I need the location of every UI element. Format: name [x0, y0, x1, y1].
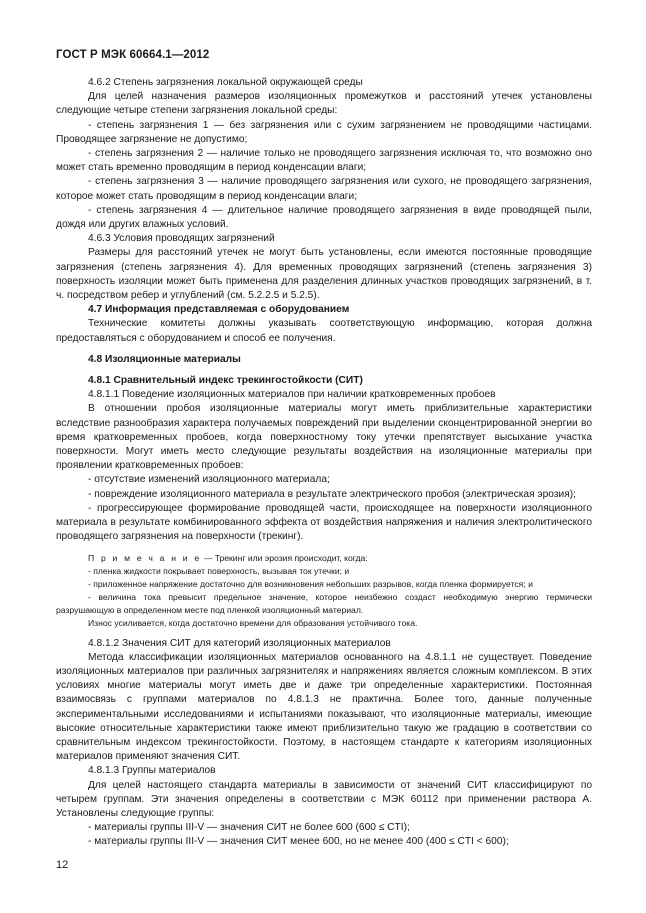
list-item: - материалы группы III-V — значения СИТ не более 600 (600 ≤ CTI); — [88, 822, 410, 834]
section-heading-bold: 4.8.1 Сравнительный индекс трекингостойкости (СИТ) — [88, 375, 363, 387]
list-item: - повреждение изоляционного материала в результате электрического пробоя (электрическая эрозия); — [88, 488, 576, 500]
page-number: 12 — [56, 859, 69, 871]
list-item: - степень загрязнения 4 — длительное наличие проводящего загрязнения в виде проводящей пыли, дождя или других влажных условий. — [56, 204, 592, 231]
note-item: - приложенное напряжение достаточно для возникновения небольших разрывов, когда пленка формируется; и — [88, 578, 533, 589]
note-item: - пленка жидкости покрывает поверхность, вызывая ток утечки; и — [88, 565, 350, 576]
note-intro — [56, 552, 592, 565]
paragraph: Размеры для расстояний утечек не могут быть установлены, если имеются постоянные проводящие загрязнения (степень загрязнения 4). Для временных проводящих загрязнений (степень загрязнения 3) поверхность изоляции может быть применена для разделения длинных участков проводящих загрязнений, в т. ч. посредством ребер и углублений (см. 5.2.2.5 и 5.2.5). — [56, 247, 592, 302]
section-heading-bold: 4.8 Изоляционные материалы — [88, 353, 241, 365]
section-heading: 4.6.2 Степень загрязнения локальной окружающей среды — [88, 77, 363, 88]
section-heading: 4.8.1.1 Поведение изоляционных материалов при наличии кратковременных пробоев — [88, 389, 496, 401]
paragraph: Для целей настоящего стандарта материалы в зависимости от значений СИТ классифицируют по четырем группам. Эти значения определены в соответствии с МЭК 60112 при применении раствора А. Установлены следующие группы: — [56, 779, 592, 819]
paragraph: Для целей назначения размеров изоляционных промежутков и расстояний утечек установлены следующие четыре степени загрязнения локальной среды: — [56, 91, 592, 117]
list-item: - степень загрязнения 3 — наличие проводящего загрязнения или сухого, не проводящего загрязнения, которое может стать проводящим в период конденсации влаги; — [56, 176, 592, 202]
list-item: - материалы группы III-V — значения СИТ менее 600, но не менее 400 (400 ≤ CTI < 600); — [88, 836, 509, 848]
paragraph: Технические комитеты должны указывать соответствующую информацию, которая должна предоставляться с оборудованием и способ ее получения. — [56, 318, 592, 344]
document-body — [56, 76, 592, 850]
list-item: - прогрессирующее формирование проводящей части, происходящее на поверхности изоляционного материала в результате комбинированного эффекта от воздействия напряжения и наличия электролитического проводящего загрязнения на поверхности (трекинг). — [56, 502, 592, 543]
note-item: - величина тока превысит предельное значение, которое неизбежно создаст необходимую энергию термически разрушающую в определенном месте под пленкой изоляционный материал. — [56, 591, 592, 615]
section-heading: 4.8.1.3 Группы материалов — [88, 765, 216, 777]
note-label: П р и м е ч а н и е — [88, 552, 202, 563]
document-header: ГОСТ Р МЭК 60664.1—2012 — [56, 49, 210, 61]
list-item: - степень загрязнения 2 — наличие только не проводящего загрязнения исключая то, что возможно оно может стать временно проводящим в период конденсации влаги; — [56, 148, 592, 174]
section-heading: 4.6.3 Условия проводящих загрязнений — [88, 233, 275, 245]
list-item: - степень загрязнения 1 — без загрязнения или с сухим загрязнением не проводящими частицами. Проводящее загрязнение не допустимо; — [56, 119, 592, 145]
list-item: - отсутствие изменений изоляционного материала; — [88, 474, 330, 486]
section-heading: 4.8.1.2 Значения СИТ для категорий изоляционных материалов — [88, 637, 391, 649]
note-item: Износ усиливается, когда достаточно времени для образования устойчивого тока. — [88, 617, 418, 628]
section-heading-bold: 4.7 Информация представляемая с оборудованием — [88, 304, 350, 316]
paragraph: Метода классификации изоляционных материалов основанного на 4.8.1.1 не существует. Поведение изоляционных материалов при различных загрязнителях и напряжениях является сложным комплексом. В этих условиях многие материалы могут иметь две и даже три определенные характеристики. Постоянная взаимосвязь с группами материалов по 4.8.1.3 не практична. Более того, данные полученные экспериментальными исследованиями и испытаниями показывают, что изоляционные материалы, имеющие высокие относительные характеристики также имеют приблизительно такую же градацию в соответствии со сравнительным индексом трекингостойкости. Поэтому, в настоящем стандарте к категориям изоляционных материалов применяют значения СИТ. — [56, 651, 592, 763]
note-block — [56, 552, 592, 630]
paragraph: В отношении пробоя изоляционные материалы могут иметь приблизительные характеристики вследствие разнообразия характера получаемых повреждений при выделении сконцентрированной энергии во время кратковременных пробоев, когда поверхностному току утечки препятствует высыхание участка поверхности. Могут иметь место следующие результаты воздействия на изоляционные материалы при проявлении кратковременных пробоев: — [56, 403, 592, 472]
note-intro-text: — Трекинг или эрозия происходит, когда: — [201, 552, 368, 563]
